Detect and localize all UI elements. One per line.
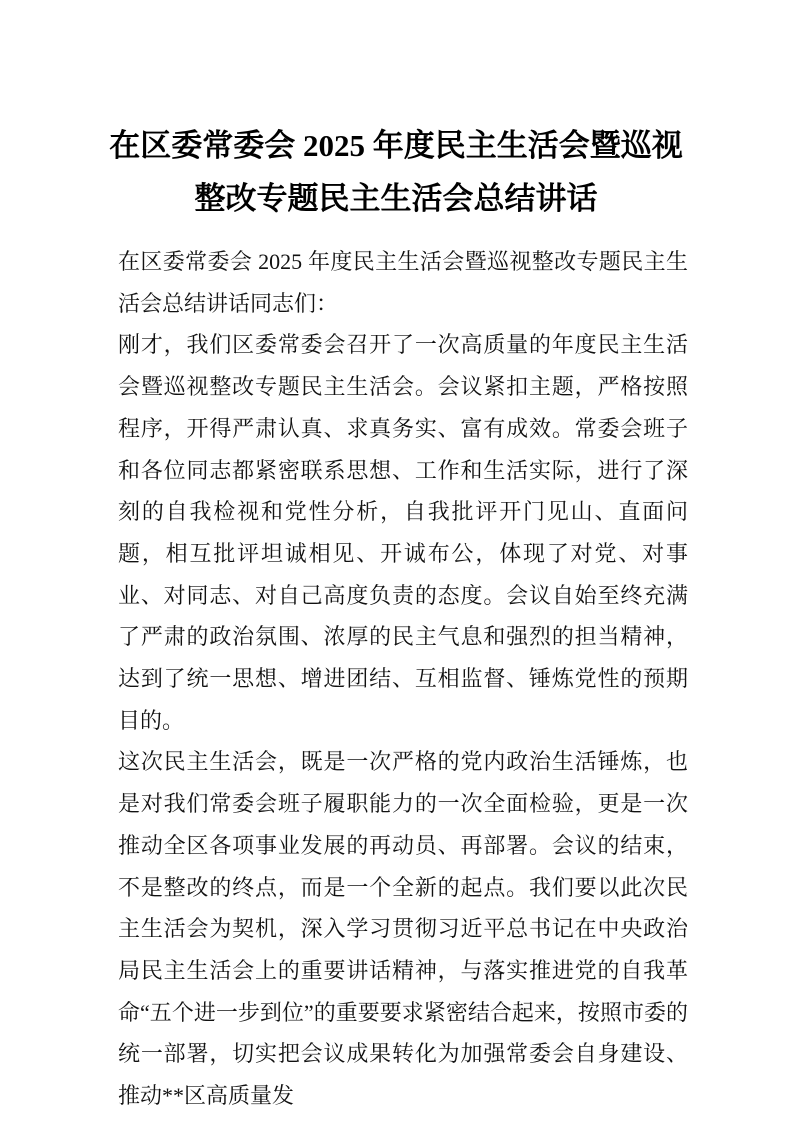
document-body [118, 241, 688, 1117]
paragraph-meeting-review: 刚才，我们区委常委会召开了一次高质量的年度民主生活会暨巡视整改专题民主生活会。会议紧扣主题，严格按照程序，开得严肃认真、求真务实、富有成效。常委会班子和各位同志都紧密联系思想、工作和生活实际，进行了深刻的自我检视和党性分析，自我批评开门见山、直面问题，相互批评坦诚相见、开诚布公，体现了对党、对事业、对同志、对自己高度负责的态度。会议自始至终充满了严肃的政治氛围、浓厚的民主气息和强烈的担当精神，达到了统一思想、增进团结、互相监督、锤炼党性的预期目的。 [118, 332, 688, 733]
paragraph-salutation: 在区委常委会 2025 年度民主生活会暨巡视整改专题民主生活会总结讲话同志们： [118, 249, 688, 316]
paragraph-significance-next-steps: 这次民主生活会，既是一次严格的党内政治生活锤炼，也是对我们常委会班子履职能力的一次全面检验，更是一次推动全区各项事业发展的再动员、再部署。会议的结束，不是整改的终点，而是一个全新的起点。我们要以此次民主生活会为契机，深入学习贯彻习近平总书记在中央政治局民主生活会上的重要讲话精神，与落实推进党的自我革命“五个进一步到位”的重要要求紧密结合起来，按照市委的统一部署，切实把会议成果转化为加强常委会自身建设、推动**区高质量发 [118, 749, 688, 1109]
document-title: 在区委常委会 2025 年度民主生活会暨巡视整改专题民主生活会总结讲话 [109, 128, 683, 216]
